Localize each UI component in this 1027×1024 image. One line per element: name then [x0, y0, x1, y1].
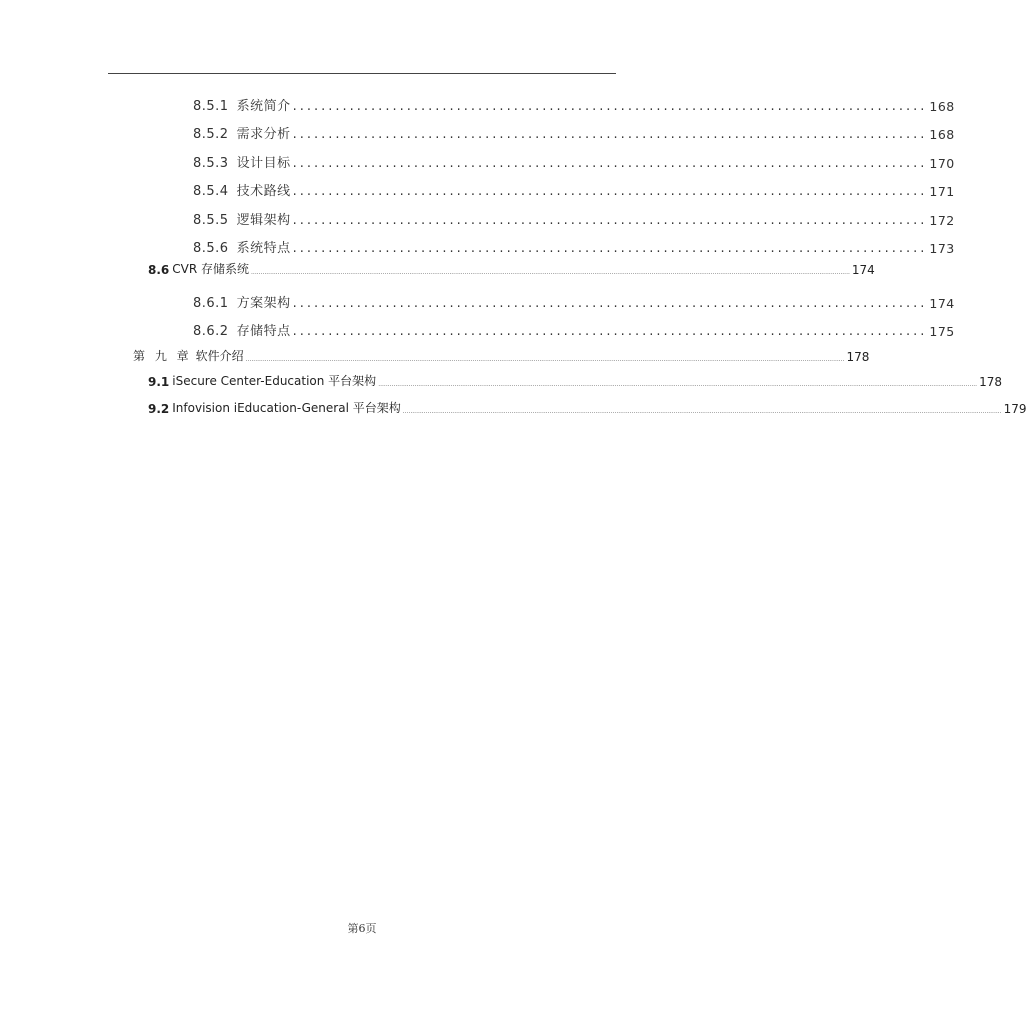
- toc-title: 逻辑架构: [236, 213, 291, 228]
- toc-dot-leader: .........................................................................................: [292, 184, 928, 199]
- toc-dot-leader: ..........................................................................................................................................................................................................................................................................................................................: [251, 269, 850, 276]
- toc-dot-leader: .........................................................................................: [292, 241, 928, 256]
- toc-number: 8.5.5: [193, 213, 229, 228]
- toc-number: 8.6.1: [193, 296, 229, 311]
- header-rule: [108, 73, 616, 74]
- toc-number: 9.1: [148, 375, 170, 389]
- toc-title: 需求分析: [236, 127, 291, 142]
- toc-title: Infovision iEducation-General 平台架构: [172, 401, 401, 415]
- toc-dot-leader: .........................................................................................: [292, 127, 928, 142]
- toc-entry-9-1[interactable]: [148, 371, 1002, 389]
- toc-page-number: 175: [929, 324, 955, 339]
- toc-title: CVR 存储系统: [172, 262, 250, 276]
- toc-title: 设计目标: [236, 156, 291, 171]
- toc-page-number: 168: [929, 99, 955, 114]
- page-footer-number: 第6页: [347, 922, 377, 935]
- toc-dot-leader: .........................................................................................: [292, 213, 928, 228]
- toc-chapter-label: 第 九 章: [133, 349, 192, 363]
- toc-number: 9.2: [148, 402, 170, 416]
- toc-page-number: 174: [929, 296, 955, 311]
- toc-entry-8-6-2[interactable]: [193, 317, 955, 339]
- toc-number: 8.5.2: [193, 127, 229, 142]
- toc-page-number: 178: [846, 350, 870, 364]
- toc-number: 8.5.6: [193, 241, 229, 256]
- toc-number: 8.5.3: [193, 156, 229, 171]
- toc-dot-leader: .........................................................................................: [292, 99, 928, 114]
- toc-dot-leader: ..........................................................................................................................................................................................................................................................................................................................: [245, 356, 845, 363]
- toc-title: 系统特点: [236, 241, 291, 256]
- toc-entry-8-5-3[interactable]: [193, 149, 955, 171]
- toc-number: 8.6: [148, 263, 170, 277]
- toc-page-number: 168: [929, 127, 955, 142]
- toc-page-number: 173: [929, 241, 955, 256]
- toc-dot-leader: .........................................................................................: [292, 296, 928, 311]
- toc-title: 技术路线: [236, 184, 291, 199]
- toc-page-number: 172: [929, 213, 955, 228]
- toc-dot-leader: ..........................................................................................................................................................................................................................................................................................................................: [402, 408, 1002, 415]
- toc-dot-leader: ..........................................................................................................................................................................................................................................................................................................................: [378, 381, 978, 388]
- toc-page-number: 178: [979, 375, 1002, 389]
- toc-title: 系统简介: [236, 99, 291, 114]
- toc-title: iSecure Center-Education 平台架构: [172, 374, 377, 388]
- toc-page-number: 170: [929, 156, 955, 171]
- toc-entry-8-6[interactable]: [148, 259, 875, 277]
- toc-entry-8-6-1[interactable]: [193, 289, 955, 311]
- toc-entry-8-5-4[interactable]: [193, 177, 955, 199]
- toc-entry-chapter-9[interactable]: [133, 346, 870, 364]
- toc-entry-8-5-5[interactable]: [193, 206, 955, 228]
- toc-entry-8-5-1[interactable]: [193, 92, 955, 114]
- toc-number: 8.5.4: [193, 184, 229, 199]
- toc-entry-8-5-6[interactable]: [193, 234, 955, 256]
- toc-page-number: 171: [929, 184, 955, 199]
- toc-entry-9-2[interactable]: [148, 398, 1027, 416]
- toc-number: 8.5.1: [193, 99, 229, 114]
- toc-title: 存储特点: [236, 324, 291, 339]
- toc-dot-leader: .........................................................................................: [292, 156, 928, 171]
- toc-dot-leader: .........................................................................................: [292, 324, 928, 339]
- toc-title: 方案架构: [236, 296, 291, 311]
- toc-page-number: 174: [851, 263, 875, 277]
- toc-number: 8.6.2: [193, 324, 229, 339]
- toc-entry-8-5-2[interactable]: [193, 120, 955, 142]
- toc-page-number: 179: [1003, 402, 1027, 416]
- toc-title: 软件介绍: [195, 349, 244, 363]
